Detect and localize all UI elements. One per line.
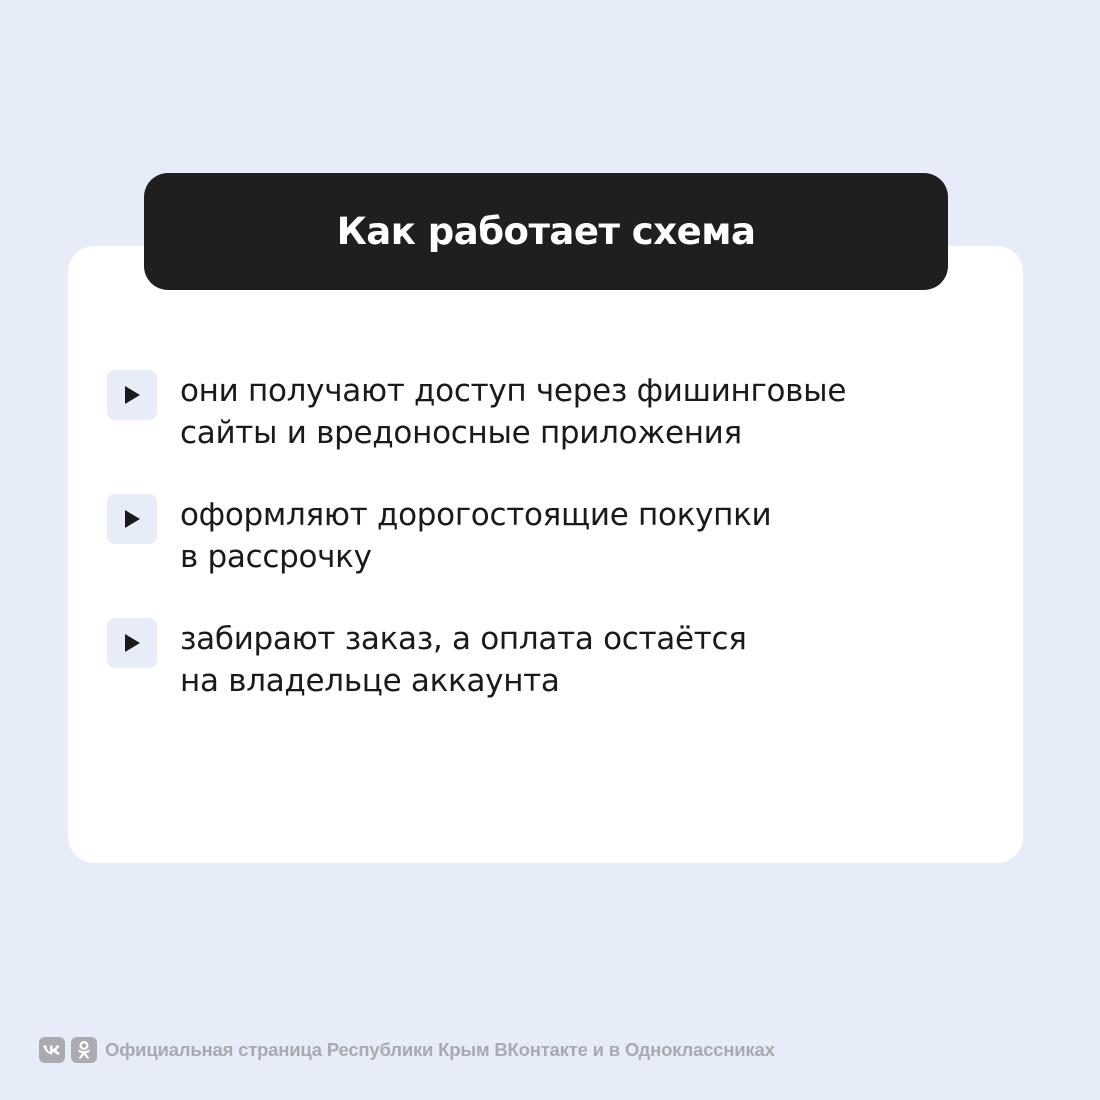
list-item-line: в рассрочку bbox=[180, 539, 372, 575]
list-item-line: забирают заказ, а оплата остаётся bbox=[180, 621, 747, 657]
footer-text: Официальная страница Республики Крым ВКонтакте и в Одноклассниках bbox=[105, 1038, 775, 1060]
odnoklassniki-icon bbox=[71, 1037, 97, 1063]
header-banner bbox=[144, 173, 948, 290]
play-icon bbox=[107, 370, 157, 420]
list-item-line: сайты и вредоносные приложения bbox=[180, 415, 742, 451]
header-title: Как работает схема bbox=[336, 210, 756, 253]
list-item bbox=[107, 370, 967, 454]
footer bbox=[39, 1036, 775, 1063]
play-icon bbox=[107, 494, 157, 544]
vk-icon bbox=[39, 1037, 65, 1063]
list-item bbox=[107, 618, 967, 702]
list-item-line: оформляют дорогостоящие покупки bbox=[180, 497, 772, 533]
list-item-line: на владельце аккаунта bbox=[180, 663, 560, 699]
list-item bbox=[107, 494, 967, 578]
bullet-list bbox=[107, 370, 967, 742]
play-icon bbox=[107, 618, 157, 668]
list-item-line: они получают доступ через фишинговые bbox=[180, 373, 847, 409]
